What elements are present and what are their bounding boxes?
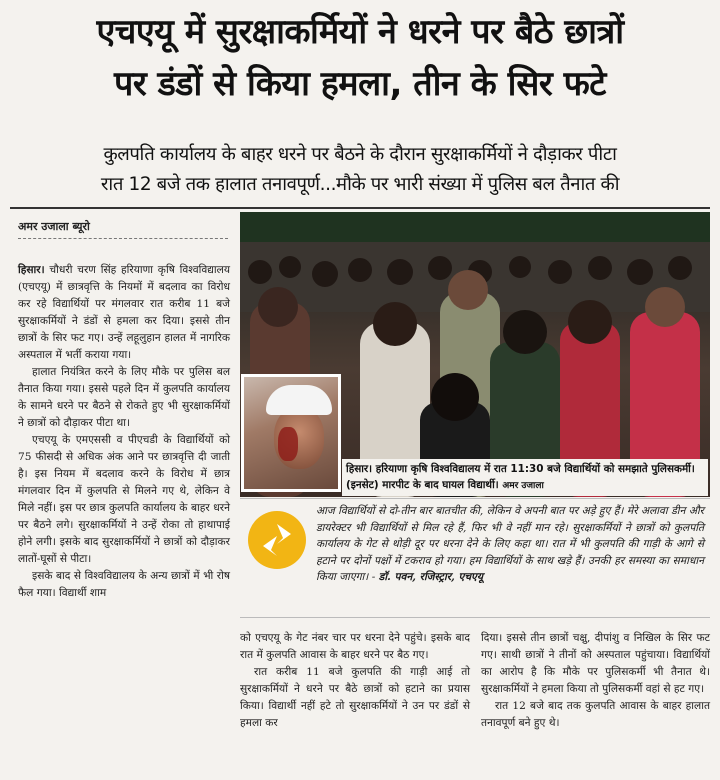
headline-line-1: एचएयू में सुरक्षाकर्मियों ने धरने पर बैठे छात्रों: [96, 12, 624, 52]
paragraph: दिया। इससे तीन छात्रों चक्षु, दीपांशु व निखिल के सिर फट गए। साथी छात्रों ने तीनों को अस्पताल पहुंचाया। विद्यार्थियों का आरोप है कि मौके पर पुलिसकर्मी भी तैनात थे। सुरक्षाकर्मियों ने हमला किया तो पुलिसकर्मी वहां से हट गए।: [481, 632, 710, 695]
paragraph: को एचएयू के गेट नंबर चार पर धरना देने पहुंचे। इसके बाद रात में कुलपति आवास के बाहर धरने पर बैठ गए।: [240, 632, 470, 661]
blood-shape: [278, 427, 298, 461]
paragraph: रात 12 बजे बाद तक कुलपति आवास के बाहर हालात तनावपूर्ण बने हुए थे।: [481, 700, 710, 729]
quote-text-block: [252, 503, 704, 586]
paragraph: इसके बाद से विश्वविद्यालय के अन्य छात्रों में भी रोष फैल गया। विद्यार्थी शाम: [18, 570, 230, 599]
byline: अमर उजाला ब्यूरो: [18, 219, 228, 239]
quote-text: आज विद्यार्थियों से दो-तीन बार बातचीत की, लेकिन वे अपनी बात पर अड़े हुए हैं। मेरे अलावा डीन और डायरेक्टर भी विद्यार्थियों से मिल रहे हैं, फिर भी वे नहीं मान रहे। सुरक्षाकर्मियों ने छात्रों को कुलपति कार्यालय के गेट से थोड़ी दूर पर धरना देने के लिए कहा था। रात में भी कुलपति की गाड़ी के आगे से हटाने पर दोनों पक्षों में टकराव हो गया। हम विद्यार्थियों के साथ खड़े हैं। उनकी हर समस्या का समाधान किया जाएगा। -: [316, 505, 704, 583]
column-3: [481, 630, 710, 732]
icon-spacer: [252, 503, 316, 577]
caption-credit: अमर उजाला: [502, 481, 544, 491]
headline: [0, 6, 720, 110]
photo-caption: [342, 459, 708, 496]
paragraph: रात करीब 11 बजे कुलपति की गाड़ी आई तो सुरक्षाकर्मियों ने धरने पर बैठे छात्रों को हटाने का प्रयास किया। विद्यार्थी नहीं हटे तो सुरक्षाकर्मियों ने उन पर डंडों से हमला कर: [240, 666, 470, 729]
paragraph: हालात नियंत्रित करने के लिए मौके पर पुलिस बल तैनात किया गया। इससे पहले दिन में कुलपति कार्यालय के सामने धरने पर बैठने से रोकते हुए भी सुरक्षाकर्मियों ने छात्रों को दौड़ाकर पीटा था।: [18, 366, 230, 429]
column-2: [240, 630, 470, 732]
subhead-line-2: रात 12 बजे तक हालात तनावपूर्ण...मौके पर भारी संख्या में पुलिस बल तैनात की: [100, 174, 620, 195]
divider: [10, 207, 710, 209]
subhead-line-1: कुलपति कार्यालय के बाहर धरने पर बैठने के दौरान सुरक्षाकर्मियों ने दौड़ाकर पीटा: [103, 144, 617, 165]
inset-injured-student-photo: [241, 374, 341, 492]
quote-box: [240, 498, 710, 618]
quote-attribution: डॉ. पवन, रजिस्ट्रार, एचएयू: [378, 571, 484, 583]
caption-text: हिसार। हरियाणा कृषि विश्वविद्यालय में रात 11:30 बजे विद्यार्थियों को समझाते पुलिसकर्मी। (इनसेट) मारपीट के बाद घायल विद्यार्थी।: [346, 463, 695, 491]
paragraph: एचएयू के एमएससी व पीएचडी के विद्यार्थियों को 75 फीसदी से अधिक अंक आने पर छात्रवृत्ति दी जाती है। इस नियम में बदलाव करने के विरोध में छात्र मंगलवार दिन में कुलपति से मिलने गए थे, लेकिन वे मिले नहीं। इस पर छात्र कुलपति कार्यालय के बाहर धरने पर बैठने लगे। सुरक्षाकर्मियों ने उन्हें रोका तो हाथापाई होने लगी। इसके बाद सुरक्षाकर्मियों ने छात्रों को दौड़ाकर लातों-घूसों से पीटा।: [18, 434, 230, 565]
subheadline: [0, 140, 720, 200]
paragraph: [18, 262, 230, 364]
dateline: हिसार।: [18, 264, 45, 276]
bandage-shape: [266, 385, 332, 415]
paragraph-text: चौधरी चरण सिंह हरियाणा कृषि विश्वविद्यालय (एचएयू) में छात्रवृत्ति के नियमों में बदलाव का विरोध कर रहे विद्यार्थियों पर मंगलवार रात करीब 11 बजे सुरक्षाकर्मियों ने डंडों से हमला कर दिया। इससे तीन छात्रों के सिर फट गए। उन्हें लहूलुहान हालत में नागरिक अस्पताल में भर्ती कराया गया।: [18, 264, 230, 361]
headline-line-2: पर डंडों से किया हमला, तीन के सिर फटे: [114, 64, 606, 104]
column-1: [18, 262, 230, 602]
